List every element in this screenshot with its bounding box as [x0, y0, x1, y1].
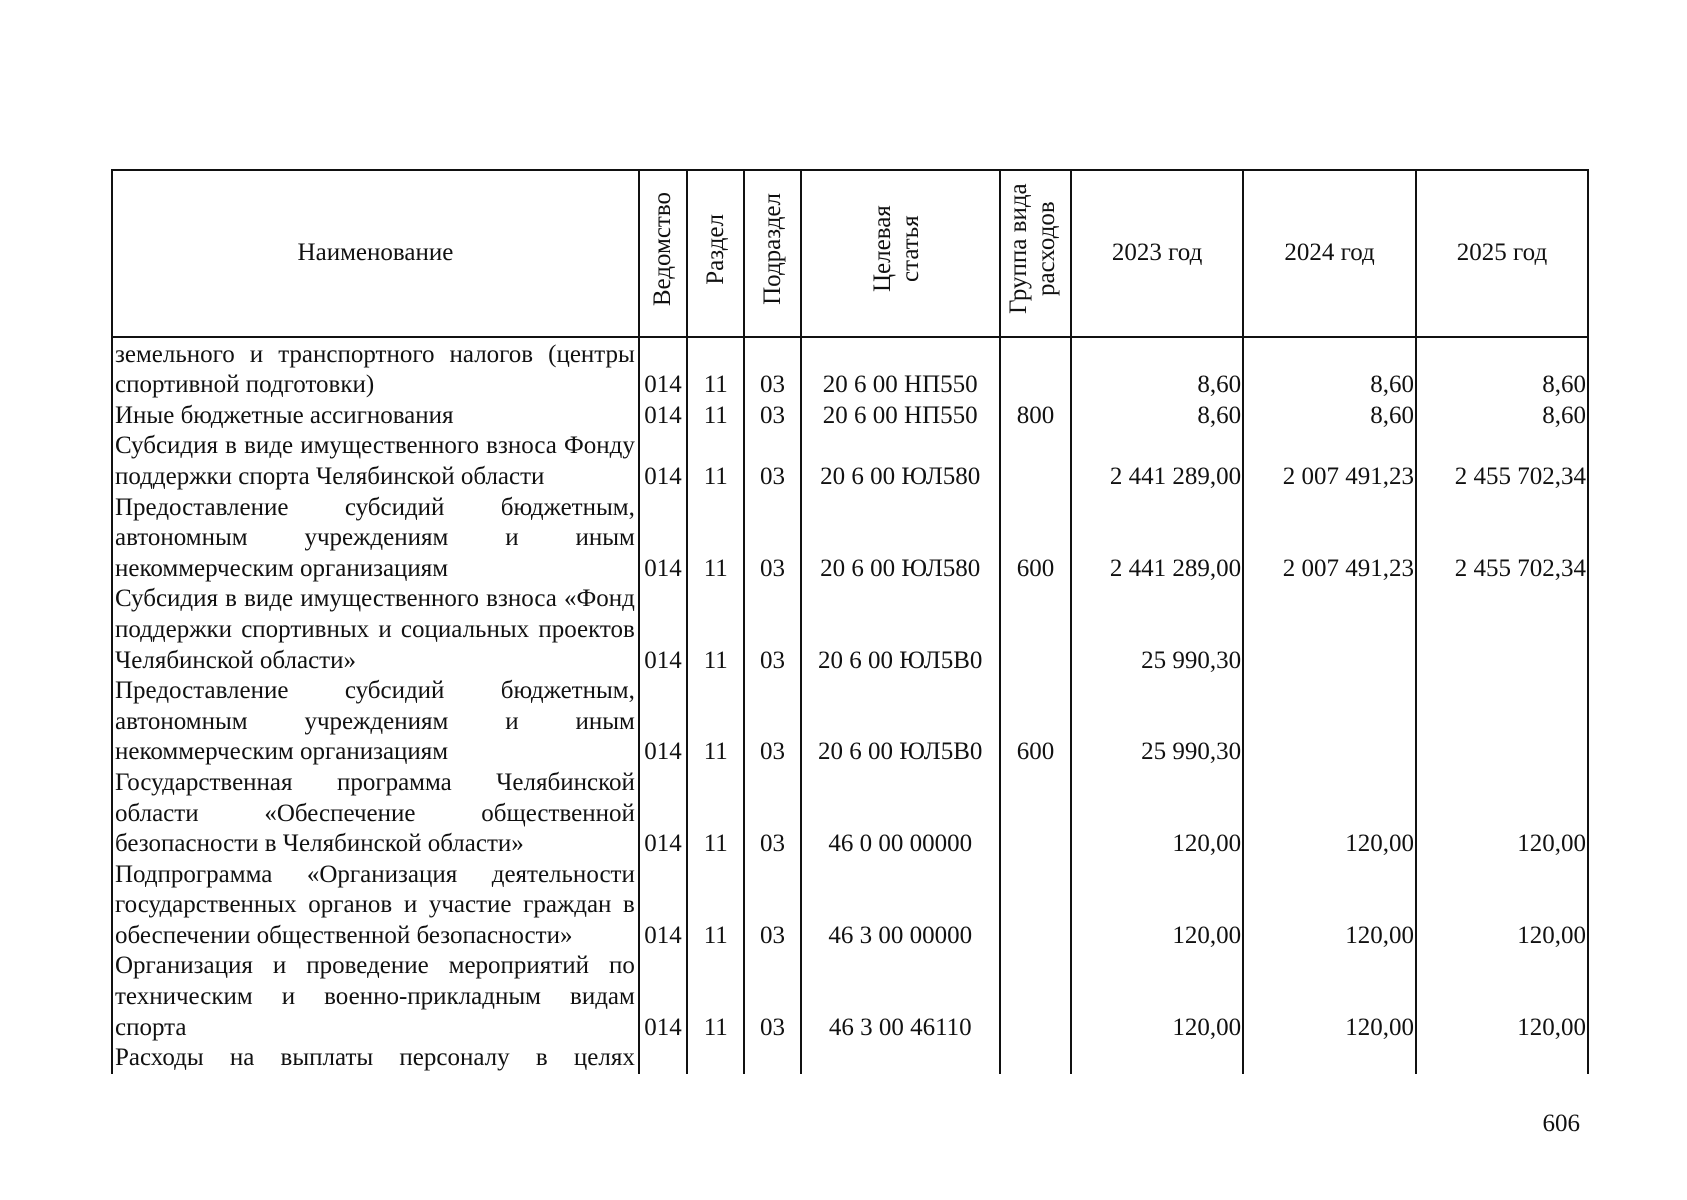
table-row [112, 768, 1588, 860]
table-row [112, 431, 1588, 492]
cell-department: 014 [639, 676, 687, 768]
cell-2024: 2 007 491,23 [1243, 493, 1416, 585]
cell-2024: 120,00 [1243, 860, 1416, 952]
header-target-article: Целевая статья [801, 170, 1000, 337]
cell-2023: 25 990,30 [1071, 584, 1243, 676]
cell-subsection: 03 [744, 493, 800, 585]
cell-2025: 120,00 [1416, 860, 1588, 952]
cell-2023 [1071, 1043, 1243, 1074]
cell-2024: 120,00 [1243, 768, 1416, 860]
cell-2024 [1243, 584, 1416, 676]
cell-2025 [1416, 584, 1588, 676]
cell-2024: 120,00 [1243, 951, 1416, 1043]
cell-2023: 2 441 289,00 [1071, 493, 1243, 585]
cell-2023: 8,60 [1071, 337, 1243, 401]
cell-department: 014 [639, 584, 687, 676]
cell-subsection: 03 [744, 860, 800, 952]
cell-subsection: 03 [744, 431, 800, 492]
cell-2024: 8,60 [1243, 401, 1416, 432]
cell-target-article: 20 6 00 ЮЛ580 [801, 431, 1000, 492]
cell-subsection: 03 [744, 337, 800, 401]
cell-expense-group [1000, 431, 1071, 492]
cell-2023: 120,00 [1071, 951, 1243, 1043]
cell-section: 11 [687, 493, 744, 585]
table-row [112, 337, 1588, 401]
table-header-row [112, 170, 1588, 337]
cell-subsection [744, 1043, 800, 1074]
cell-2024: 8,60 [1243, 337, 1416, 401]
page-number: 606 [1542, 1110, 1580, 1137]
cell-department: 014 [639, 493, 687, 585]
cell-2024: 2 007 491,23 [1243, 431, 1416, 492]
table-row [112, 676, 1588, 768]
cell-2023: 120,00 [1071, 768, 1243, 860]
cell-subsection: 03 [744, 401, 800, 432]
cell-2025: 2 455 702,34 [1416, 431, 1588, 492]
cell-section: 11 [687, 951, 744, 1043]
cell-2025 [1416, 676, 1588, 768]
cell-target-article [801, 1043, 1000, 1074]
cell-target-article: 20 6 00 ЮЛ580 [801, 493, 1000, 585]
cell-2025: 120,00 [1416, 951, 1588, 1043]
cell-expense-group [1000, 768, 1071, 860]
cell-department: 014 [639, 401, 687, 432]
cell-department: 014 [639, 951, 687, 1043]
cell-name: Предоставление субсидий бюджетным, автономным учреждениям и иным некоммерческим организациям [112, 493, 639, 585]
cell-name: Государственная программа Челябинской области «Обеспечение общественной безопасности в Челябинской области» [112, 768, 639, 860]
cell-section: 11 [687, 584, 744, 676]
cell-section: 11 [687, 860, 744, 952]
cell-expense-group [1000, 1043, 1071, 1074]
cell-2025 [1416, 1043, 1588, 1074]
cell-subsection: 03 [744, 951, 800, 1043]
cell-name: Субсидия в виде имущественного взноса Фонду поддержки спорта Челябинской области [112, 431, 639, 492]
header-expense-group: Группа вида расходов [1000, 170, 1071, 337]
budget-table [111, 169, 1589, 1074]
cell-section: 11 [687, 431, 744, 492]
cell-2024 [1243, 1043, 1416, 1074]
cell-expense-group: 800 [1000, 401, 1071, 432]
cell-2025: 120,00 [1416, 768, 1588, 860]
cell-2023: 120,00 [1071, 860, 1243, 952]
cell-name: Субсидия в виде имущественного взноса «Фонд поддержки спортивных и социальных проектов Челябинской области» [112, 584, 639, 676]
cell-target-article: 46 3 00 46110 [801, 951, 1000, 1043]
cell-target-article: 20 6 00 ЮЛ5В0 [801, 584, 1000, 676]
cell-target-article: 46 0 00 00000 [801, 768, 1000, 860]
cell-section: 11 [687, 401, 744, 432]
header-name: Наименование [112, 170, 639, 337]
table-row [112, 1043, 1588, 1074]
header-subsection: Подраздел [744, 170, 800, 337]
cell-department: 014 [639, 860, 687, 952]
cell-subsection: 03 [744, 676, 800, 768]
table-row [112, 951, 1588, 1043]
cell-section: 11 [687, 768, 744, 860]
cell-name: Расходы на выплаты персоналу в целях [112, 1043, 639, 1074]
header-2023: 2023 год [1071, 170, 1243, 337]
cell-expense-group [1000, 951, 1071, 1043]
cell-name: Предоставление субсидий бюджетным, автономным учреждениям и иным некоммерческим организациям [112, 676, 639, 768]
cell-department: 014 [639, 768, 687, 860]
cell-department: 014 [639, 431, 687, 492]
cell-expense-group: 600 [1000, 676, 1071, 768]
cell-name: Подпрограмма «Организация деятельности государственных органов и участие граждан в обеспечении общественной безопасности» [112, 860, 639, 952]
table-row [112, 584, 1588, 676]
cell-2025: 8,60 [1416, 337, 1588, 401]
cell-name: Организация и проведение мероприятий по техническим и военно-прикладным видам спорта [112, 951, 639, 1043]
cell-section: 11 [687, 676, 744, 768]
cell-2023: 25 990,30 [1071, 676, 1243, 768]
cell-expense-group: 600 [1000, 493, 1071, 585]
cell-2023: 8,60 [1071, 401, 1243, 432]
cell-target-article: 20 6 00 НП550 [801, 401, 1000, 432]
header-2024: 2024 год [1243, 170, 1416, 337]
cell-target-article: 46 3 00 00000 [801, 860, 1000, 952]
cell-2024 [1243, 676, 1416, 768]
table-row [112, 493, 1588, 585]
cell-expense-group [1000, 337, 1071, 401]
cell-2025: 8,60 [1416, 401, 1588, 432]
cell-2025: 2 455 702,34 [1416, 493, 1588, 585]
cell-department [639, 1043, 687, 1074]
cell-section [687, 1043, 744, 1074]
header-department: Ведомство [639, 170, 687, 337]
cell-expense-group [1000, 584, 1071, 676]
cell-target-article: 20 6 00 НП550 [801, 337, 1000, 401]
cell-target-article: 20 6 00 ЮЛ5В0 [801, 676, 1000, 768]
cell-subsection: 03 [744, 584, 800, 676]
cell-department: 014 [639, 337, 687, 401]
cell-name: земельного и транспортного налогов (центры спортивной подготовки) [112, 337, 639, 401]
table-row [112, 860, 1588, 952]
cell-subsection: 03 [744, 768, 800, 860]
header-2025: 2025 год [1416, 170, 1588, 337]
cell-name: Иные бюджетные ассигнования [112, 401, 639, 432]
table-row [112, 401, 1588, 432]
cell-expense-group [1000, 860, 1071, 952]
cell-section: 11 [687, 337, 744, 401]
header-section: Раздел [687, 170, 744, 337]
cell-2023: 2 441 289,00 [1071, 431, 1243, 492]
